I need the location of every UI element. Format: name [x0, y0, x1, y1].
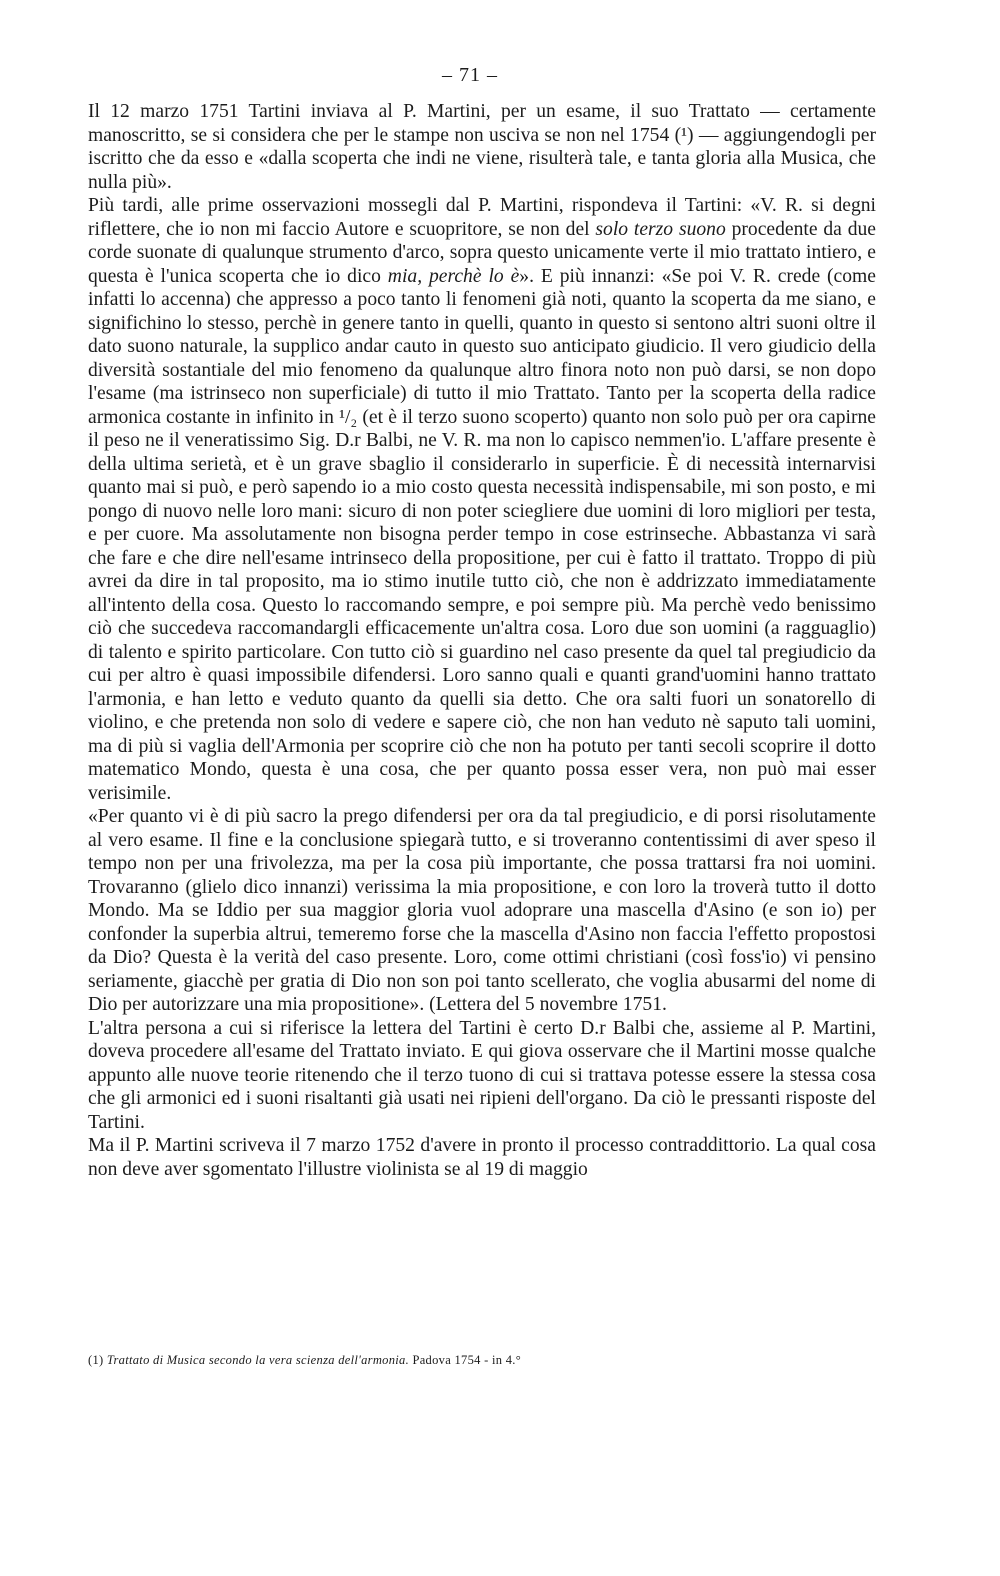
paragraph-text: ». E più innanzi: «Se poi V. R. crede (come infatti lo accenna) che appresso a poco tanto li fenomeni già noti, quanto la scoperta da me siano, e significhino lo stesso, perchè in genere tanto in quelli, quanto in questo si sentono altri suoni oltre il dato suono naturale, la supplico andar cauto in questo suo anticipato giudicio. Il vero giudicio della diversità sostantiale del mio fenomeno da qualunque altro finora noto non può darsi, se non dopo l'esame (ma istrinseco non superficiale) di tutto il mio Trattato. Tanto per la scoperta della radice armonica costante in infinito in ¹/₂ (et è il terzo suono scoperto) quanto non solo può per ora capirne il peso ne il veneratissimo Sig. D.r Balbi, ne V. R. ma non lo capisco nemmen'io. L'affare presente è della ultima serietà, et è un grave sbaglio il considerarlo in superficie. È di necessità internarvisi quanto mai si può, e però sapendo io a mio costo questa necessità indispensabile, mi son posto, e mi pongo di nuovo nelle loro mani: sicuro di non poter sciegliere due uomini di loro migliori per testa, e per cuore. Ma assolutamente non bisogna perder tempo in cose estrinseche. Abbastanza vi sarà che fare e che dire nell'esame intrinseco della propositione, per cui è fatto il trattato. Troppo di più avrei da dire in tal proposito, ma io stimo inutile tutto ciò, che non è addrizzato immediatamente all'intento della cosa. Questo lo raccomando sempre, e poi sempre più. Ma perchè vedo benissimo ciò che succedeva raccomandargli efficacemente un'altra cosa. Loro due son uomini (a ragguaglio) di talento e spirito particolare. Con tutto ciò si guardino nel caso presente da quel tal pregiudicio da cui per altro è quasi impossibile difendersi. Loro sanno quali e quanti grand'uomini hanno trattato l'armonia, e han letto e veduto quanto da quelli sia detto. Che ora salti fuori un sonatorello di violino, e che pretenda non solo di vedere e sapere ciò, che non han veduto nè saputo tali uomini, ma di più si vaglia dell'Armonia per scoprire ciò che non ha potuto per tanti secoli scoprire il dotto matematico Mondo, questa è una cosa, che per quanto possa esser vera, non può mai esser verisimile.	[88, 265, 876, 804]
paragraph-text: Il 12 marzo 1751 Tartini inviava al P. Martini, per un esame, il suo Trattato — certamente manoscritto, se si considera che per le stampe non usciva se non nel 1754 (¹) — aggiungendogli per iscritto che da esso e «dalla scoperta che indi ne viene, risulterà tale, e tanta gloria alla Musica, che nulla più».	[88, 101, 876, 193]
page-number: – 71 –	[442, 64, 498, 86]
paragraph	[88, 1017, 876, 1135]
paragraph	[88, 805, 876, 1017]
paragraph-text: L'altra persona a cui si riferisce la lettera del Tartini è certo D.r Balbi che, assieme al P. Martini, doveva procedere all'esame del Trattato inviato. E qui giova osservare che il Martini mosse qualche appunto alle nuove teorie ritenendo che il terzo tuono di cui si trattava potesse essere la stessa cosa che gli armonici ed i suoni risaltanti già usati nei ripieni dell'organo. Da ciò le pressanti risposte del Tartini.	[88, 1017, 876, 1133]
paragraph-text: Ma il P. Martini scriveva il 7 marzo 1752 d'avere in pronto il processo contraddittorio. La qual cosa non deve aver sgomentato l'illustre violinista se al 19 di maggio	[88, 1135, 876, 1180]
body-text	[88, 100, 876, 1181]
paragraph	[88, 100, 876, 194]
footnote-details: Padova 1754 - in 4.°	[409, 1353, 521, 1367]
paragraph	[88, 194, 876, 805]
paragraph-text: procedente da due corde suonate di qualunque strumento d'arco, sopra questo unicamente verte il mio trattato intiero, e questa è l'unica scoperta che io dico	[88, 218, 876, 287]
footnote	[88, 1352, 876, 1368]
footnote-marker: (1)	[88, 1353, 104, 1367]
italic-text: solo terzo suono	[595, 218, 726, 240]
paragraph	[88, 1134, 876, 1181]
paragraph-text: «Per quanto vi è di più sacro la prego difendersi per ora da tal pregiudicio, e di porsi risolutamente al vero esame. Il fine e la conclusione spiegarà tutto, e si troveranno contentissimi di aver speso il tempo non per una frivolezza, ma per la cosa più importante, che possa trattarsi fra noi uomini. Trovaranno (glielo dico innanzi) verissima la mia propositione, e con loro la troverà tutto il dotto Mondo. Ma se Iddio per sua maggior gloria vuol adoprare una mascella d'Asino (e son io) per confonder la superbia altrui, temeremo forse che la mascella d'Asino non faccia l'effetto propostosi da Dio? Questa è la verità del caso presente. Loro, come ottimi christiani (così foss'io) vi pensino seriamente, giacchè per gratia di Dio non son poi tanto scellerato, che voglia abusarmi del nome di Dio per autorizzare una mia propositione». (Lettera del 5 novembre 1751.	[88, 806, 876, 1015]
italic-text: mia, perchè lo è	[387, 265, 520, 287]
footnote-title: Trattato di Musica secondo la vera scienza dell'armonia.	[106, 1353, 410, 1367]
paragraph-text: Più tardi, alle prime osservazioni mossegli dal P. Martini, rispondeva il Tartini: «V. R. si degni riflettere, che io non mi faccio Autore e scuopritore, se non del	[88, 195, 876, 240]
